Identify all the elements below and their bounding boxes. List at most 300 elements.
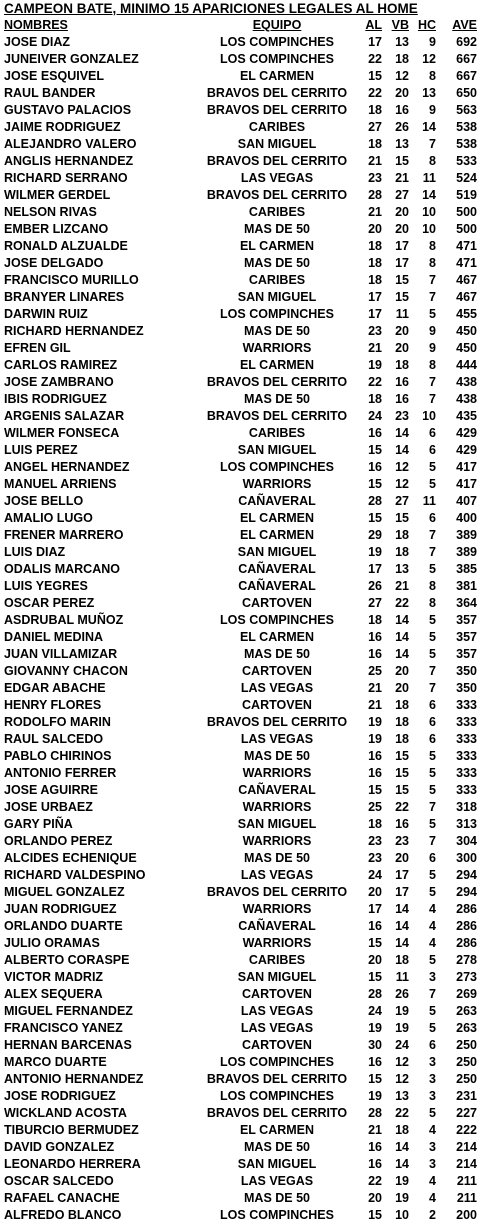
player-name-cell: DANIEL MEDINA [4,630,104,644]
average-cell: 467 [456,273,477,287]
at-bats-cell: 17 [368,562,382,576]
player-name-cell: ORLANDO PEREZ [4,834,113,848]
average-cell: 313 [456,817,477,831]
official-at-bats-cell: 26 [395,120,409,134]
at-bats-cell: 21 [368,154,382,168]
at-bats-cell: 19 [368,1089,382,1103]
player-name-cell: ODALIS MARCANO [4,562,120,576]
average-cell: 250 [456,1055,477,1069]
table-row [0,969,481,986]
team-name-cell: MAS DE 50 [244,851,310,865]
average-cell: 333 [456,732,477,746]
table-row [0,1122,481,1139]
hits-cell: 5 [429,749,436,763]
player-name-cell: ORLANDO DUARTE [4,919,123,933]
official-at-bats-cell: 14 [395,630,409,644]
average-cell: 357 [456,630,477,644]
player-name-cell: ALEJANDRO VALERO [4,137,137,151]
table-row [0,680,481,697]
player-name-cell: NELSON RIVAS [4,205,97,219]
official-at-bats-cell: 20 [395,324,409,338]
table-row [0,527,481,544]
hits-cell: 4 [429,936,436,950]
official-at-bats-cell: 10 [395,1208,409,1222]
hits-cell: 7 [429,290,436,304]
player-name-cell: MIGUEL GONZALEZ [4,885,125,899]
at-bats-cell: 18 [368,103,382,117]
at-bats-cell: 17 [368,307,382,321]
player-name-cell: JOSE DIAZ [4,35,70,49]
hits-cell: 4 [429,1123,436,1137]
team-name-cell: BRAVOS DEL CERRITO [206,103,348,117]
average-cell: 650 [456,86,477,100]
official-at-bats-cell: 20 [395,851,409,865]
official-at-bats-cell: 20 [395,86,409,100]
official-at-bats-cell: 13 [395,562,409,576]
team-name-cell: CAÑAVERAL [238,919,316,933]
table-row [0,952,481,969]
average-cell: 294 [456,868,477,882]
at-bats-cell: 15 [368,511,382,525]
player-name-cell: HERNAN BARCENAS [4,1038,132,1052]
official-at-bats-cell: 24 [395,1038,409,1052]
official-at-bats-cell: 14 [395,426,409,440]
at-bats-cell: 21 [368,1123,382,1137]
at-bats-cell: 28 [368,987,382,1001]
team-name-cell: LOS COMPINCHES [220,307,334,321]
player-name-cell: GARY PIÑA [4,817,73,831]
official-at-bats-cell: 16 [395,103,409,117]
official-at-bats-cell: 17 [395,885,409,899]
official-at-bats-cell: 16 [395,375,409,389]
table-row [0,935,481,952]
player-name-cell: FRANCISCO MURILLO [4,273,139,287]
team-name-cell: EL CARMEN [239,528,315,542]
player-name-cell: RAUL SALCEDO [4,732,104,746]
table-row [0,425,481,442]
official-at-bats-cell: 18 [395,732,409,746]
average-cell: 400 [456,511,477,525]
hits-cell: 14 [422,188,436,202]
team-name-cell: LOS COMPINCHES [220,1089,334,1103]
hits-cell: 5 [429,477,436,491]
at-bats-cell: 18 [368,392,382,406]
table-row [0,748,481,765]
player-name-cell: DARWIN RUIZ [4,307,88,321]
at-bats-cell: 16 [368,460,382,474]
average-cell: 278 [456,953,477,967]
at-bats-cell: 15 [368,783,382,797]
team-name-cell: MAS DE 50 [244,222,310,236]
player-name-cell: JOSE ESQUIVEL [4,69,105,83]
table-row [0,765,481,782]
average-cell: 286 [456,902,477,916]
average-cell: 222 [456,1123,477,1137]
team-name-cell: CARIBES [248,273,306,287]
official-at-bats-cell: 14 [395,443,409,457]
table-row [0,1071,481,1088]
team-name-cell: BRAVOS DEL CERRITO [206,188,348,202]
player-name-cell: ALFREDO BLANCO [4,1208,122,1222]
at-bats-cell: 16 [368,1157,382,1171]
average-cell: 333 [456,766,477,780]
average-cell: 333 [456,783,477,797]
table-row [0,1105,481,1122]
header-hc: HC [417,18,436,32]
average-cell: 227 [456,1106,477,1120]
at-bats-cell: 22 [368,375,382,389]
official-at-bats-cell: 14 [395,902,409,916]
official-at-bats-cell: 18 [395,52,409,66]
table-row [0,1020,481,1037]
player-name-cell: EFREN GIL [4,341,71,355]
player-name-cell: ALCIDES ECHENIQUE [4,851,137,865]
average-cell: 438 [456,375,477,389]
hits-cell: 8 [429,358,436,372]
team-name-cell: CARTOVEN [242,698,312,712]
hits-cell: 4 [429,1174,436,1188]
at-bats-cell: 28 [368,494,382,508]
at-bats-cell: 16 [368,1140,382,1154]
official-at-bats-cell: 17 [395,256,409,270]
official-at-bats-cell: 21 [395,579,409,593]
average-cell: 214 [456,1157,477,1171]
player-name-cell: LUIS YEGRES [4,579,88,593]
player-name-cell: JOSE RODRIGUEZ [4,1089,116,1103]
official-at-bats-cell: 20 [395,222,409,236]
player-name-cell: ANTONIO HERNANDEZ [4,1072,144,1086]
team-name-cell: BRAVOS DEL CERRITO [206,154,348,168]
official-at-bats-cell: 18 [395,953,409,967]
table-row [0,1207,481,1224]
hits-cell: 4 [429,919,436,933]
hits-cell: 8 [429,239,436,253]
hits-cell: 9 [429,103,436,117]
official-at-bats-cell: 23 [395,834,409,848]
average-cell: 300 [456,851,477,865]
player-name-cell: JOSE BELLO [4,494,84,508]
average-cell: 364 [456,596,477,610]
average-cell: 667 [456,52,477,66]
table-row [0,1037,481,1054]
team-name-cell: EL CARMEN [239,1123,315,1137]
hits-cell: 5 [429,817,436,831]
player-name-cell: RODOLFO MARIN [4,715,111,729]
team-name-cell: BRAVOS DEL CERRITO [206,86,348,100]
average-cell: 357 [456,647,477,661]
hits-cell: 3 [429,1072,436,1086]
average-cell: 250 [456,1038,477,1052]
official-at-bats-cell: 13 [395,137,409,151]
official-at-bats-cell: 16 [395,817,409,831]
table-row [0,629,481,646]
at-bats-cell: 15 [368,970,382,984]
table-row [0,119,481,136]
header-team: EQUIPO [252,18,302,32]
hits-cell: 7 [429,137,436,151]
table-row [0,612,481,629]
average-cell: 450 [456,341,477,355]
table-row [0,714,481,731]
player-name-cell: ANGEL HERNANDEZ [4,460,130,474]
team-name-cell: EL CARMEN [239,69,315,83]
player-name-cell: RICHARD VALDESPINO [4,868,146,882]
average-cell: 286 [456,919,477,933]
average-cell: 407 [456,494,477,508]
at-bats-cell: 20 [368,953,382,967]
at-bats-cell: 18 [368,613,382,627]
table-row [0,1190,481,1207]
table-row [0,918,481,935]
average-cell: 273 [456,970,477,984]
player-name-cell: GUSTAVO PALACIOS [4,103,132,117]
official-at-bats-cell: 22 [395,1106,409,1120]
official-at-bats-cell: 12 [395,1055,409,1069]
official-at-bats-cell: 14 [395,647,409,661]
at-bats-cell: 15 [368,1208,382,1222]
table-row [0,68,481,85]
team-name-cell: LOS COMPINCHES [220,613,334,627]
hits-cell: 5 [429,783,436,797]
table-row [0,1156,481,1173]
at-bats-cell: 21 [368,205,382,219]
hits-cell: 7 [429,664,436,678]
header-vb: VB [391,18,409,32]
table-row [0,493,481,510]
team-name-cell: LAS VEGAS [240,1004,314,1018]
player-name-cell: ALBERTO CORASPE [4,953,130,967]
at-bats-cell: 18 [368,137,382,151]
player-name-cell: CARLOS RAMIREZ [4,358,118,372]
at-bats-cell: 21 [368,341,382,355]
team-name-cell: CAÑAVERAL [238,579,316,593]
team-name-cell: MAS DE 50 [244,392,310,406]
official-at-bats-cell: 19 [395,1021,409,1035]
team-name-cell: LAS VEGAS [240,681,314,695]
official-at-bats-cell: 26 [395,987,409,1001]
official-at-bats-cell: 27 [395,188,409,202]
team-name-cell: MAS DE 50 [244,1191,310,1205]
hits-cell: 7 [429,834,436,848]
team-name-cell: LAS VEGAS [240,1174,314,1188]
average-cell: 286 [456,936,477,950]
table-row [0,1088,481,1105]
at-bats-cell: 20 [368,1191,382,1205]
at-bats-cell: 21 [368,681,382,695]
average-cell: 263 [456,1004,477,1018]
table-row [0,731,481,748]
table-row [0,782,481,799]
at-bats-cell: 26 [368,579,382,593]
average-cell: 563 [456,103,477,117]
player-name-cell: JOSE URBAEZ [4,800,93,814]
at-bats-cell: 21 [368,698,382,712]
at-bats-cell: 19 [368,358,382,372]
team-name-cell: CARIBES [248,120,306,134]
table-row [0,663,481,680]
player-name-cell: EMBER LIZCANO [4,222,109,236]
team-name-cell: LAS VEGAS [240,1021,314,1035]
official-at-bats-cell: 21 [395,171,409,185]
hits-cell: 6 [429,698,436,712]
player-name-cell: MIGUEL FERNANDEZ [4,1004,133,1018]
table-row [0,340,481,357]
hits-cell: 8 [429,579,436,593]
hits-cell: 5 [429,868,436,882]
header-ave: AVE [452,18,477,32]
at-bats-cell: 29 [368,528,382,542]
average-cell: 500 [456,205,477,219]
player-name-cell: WILMER GERDEL [4,188,111,202]
team-name-cell: MAS DE 50 [244,1140,310,1154]
player-name-cell: RICHARD SERRANO [4,171,128,185]
at-bats-cell: 15 [368,69,382,83]
table-row [0,391,481,408]
team-name-cell: BRAVOS DEL CERRITO [206,375,348,389]
team-name-cell: BRAVOS DEL CERRITO [206,885,348,899]
official-at-bats-cell: 13 [395,35,409,49]
table-row [0,408,481,425]
at-bats-cell: 28 [368,188,382,202]
player-name-cell: WILMER FONSECA [4,426,120,440]
team-name-cell: CARTOVEN [242,596,312,610]
player-name-cell: LUIS PEREZ [4,443,78,457]
hits-cell: 3 [429,1055,436,1069]
hits-cell: 6 [429,851,436,865]
average-cell: 429 [456,443,477,457]
team-name-cell: WARRIORS [242,834,312,848]
hits-cell: 5 [429,1106,436,1120]
player-name-cell: AMALIO LUGO [4,511,93,525]
team-name-cell: WARRIORS [242,477,312,491]
official-at-bats-cell: 19 [395,1004,409,1018]
at-bats-cell: 30 [368,1038,382,1052]
table-row [0,561,481,578]
at-bats-cell: 25 [368,664,382,678]
table-row [0,85,481,102]
table-row [0,221,481,238]
player-name-cell: OSCAR SALCEDO [4,1174,114,1188]
average-cell: 333 [456,715,477,729]
team-name-cell: SAN MIGUEL [237,443,317,457]
at-bats-cell: 20 [368,885,382,899]
table-body [0,34,481,1224]
table-row [0,306,481,323]
hits-cell: 7 [429,987,436,1001]
hits-cell: 5 [429,307,436,321]
hits-cell: 7 [429,800,436,814]
hits-cell: 6 [429,715,436,729]
official-at-bats-cell: 15 [395,154,409,168]
table-row [0,289,481,306]
team-name-cell: LOS COMPINCHES [220,52,334,66]
official-at-bats-cell: 15 [395,273,409,287]
team-name-cell: SAN MIGUEL [237,137,317,151]
average-cell: 519 [456,188,477,202]
average-cell: 389 [456,528,477,542]
hits-cell: 10 [422,409,436,423]
team-name-cell: EL CARMEN [239,239,315,253]
average-cell: 538 [456,120,477,134]
at-bats-cell: 18 [368,273,382,287]
at-bats-cell: 23 [368,324,382,338]
player-name-cell: JAIME RODRIGUEZ [4,120,121,134]
at-bats-cell: 24 [368,868,382,882]
table-row [0,1139,481,1156]
at-bats-cell: 27 [368,120,382,134]
team-name-cell: WARRIORS [242,800,312,814]
average-cell: 524 [456,171,477,185]
team-name-cell: LOS COMPINCHES [220,35,334,49]
player-name-cell: IBIS RODRIGUEZ [4,392,107,406]
hits-cell: 5 [429,647,436,661]
average-cell: 304 [456,834,477,848]
average-cell: 471 [456,256,477,270]
average-cell: 533 [456,154,477,168]
average-cell: 350 [456,664,477,678]
table-row [0,544,481,561]
official-at-bats-cell: 17 [395,239,409,253]
table-row [0,1003,481,1020]
hits-cell: 14 [422,120,436,134]
average-cell: 231 [456,1089,477,1103]
at-bats-cell: 15 [368,443,382,457]
player-name-cell: JOSE AGUIRRE [4,783,99,797]
table-row [0,136,481,153]
average-cell: 318 [456,800,477,814]
player-name-cell: RAUL BANDER [4,86,96,100]
at-bats-cell: 23 [368,834,382,848]
official-at-bats-cell: 22 [395,800,409,814]
average-cell: 381 [456,579,477,593]
official-at-bats-cell: 18 [395,1123,409,1137]
table-row [0,272,481,289]
table-row [0,374,481,391]
team-name-cell: LOS COMPINCHES [220,1208,334,1222]
average-cell: 211 [456,1191,477,1205]
table-row [0,850,481,867]
table-row [0,799,481,816]
header-al: AL [365,18,382,32]
table-row [0,204,481,221]
official-at-bats-cell: 15 [395,766,409,780]
at-bats-cell: 15 [368,936,382,950]
player-name-cell: HENRY FLORES [4,698,102,712]
hits-cell: 7 [429,545,436,559]
table-row [0,697,481,714]
player-name-cell: RAFAEL CANACHE [4,1191,120,1205]
batting-table [0,17,481,1224]
hits-cell: 5 [429,766,436,780]
table-row [0,238,481,255]
team-name-cell: CARIBES [248,953,306,967]
team-name-cell: CARTOVEN [242,987,312,1001]
team-name-cell: BRAVOS DEL CERRITO [206,1106,348,1120]
hits-cell: 10 [422,222,436,236]
average-cell: 250 [456,1072,477,1086]
at-bats-cell: 22 [368,86,382,100]
player-name-cell: DAVID GONZALEZ [4,1140,115,1154]
hits-cell: 9 [429,341,436,355]
table-row [0,816,481,833]
at-bats-cell: 16 [368,630,382,644]
player-name-cell: JUAN VILLAMIZAR [4,647,118,661]
average-cell: 467 [456,290,477,304]
player-name-cell: EDGAR ABACHE [4,681,106,695]
official-at-bats-cell: 16 [395,392,409,406]
player-name-cell: ASDRUBAL MUÑOZ [4,613,124,627]
average-cell: 538 [456,137,477,151]
